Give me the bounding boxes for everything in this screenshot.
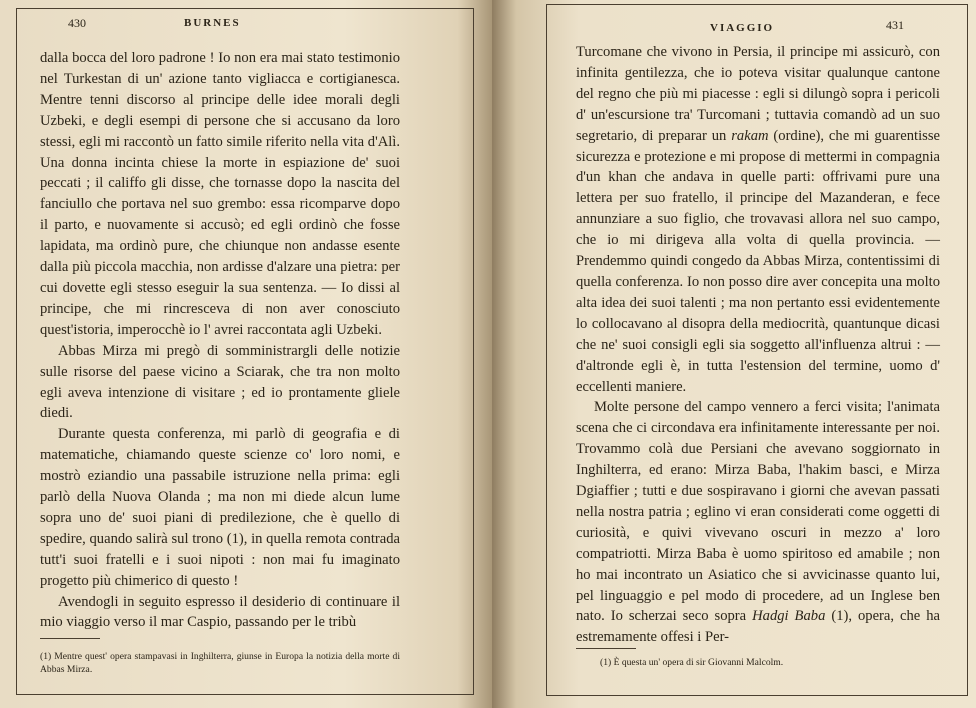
rakam-term: rakam [731,127,769,144]
right-paragraph-1 [576,42,940,397]
left-body-text [40,48,400,633]
left-paragraph-3: Durante questa conferenza, mi parlò di geografia e di matematiche, chiamando queste scienze co' loro nomi, e mostrò eziandio una passabile istruzione nella prima: egli parlò della Nuova Olanda ; ma non mi diede alcun lume sopra uno de' suoi piani di predilezione, che è quello di spedire, quando salirà sul trono (1), in quella remota contrada tutt'i suoi fratelli e i suoi nipoti : non mai fu imaginato progetto più chimerico di questo ! [40,426,400,589]
right-p1-after-rakam: (ordine), che mi guarentisse sicurezza e protezione e mi propose di mettermi in compagnia d'un khan che andava in quelle parti: offrivami pure una lettera per suo fratello, il principe del Mazanderan, e fece annunziare a suo figlio, che trovavasi allora nel suo campo, che io mi dirigeva alla volta di quella provincia. — Prendemmo quindi congedo da Abbas Mirza, contentissimi di quella conferenza. Io non posso dire aver concepita una molto alta idea dei suoi talenti ; ma non pertanto essi evidentemente lo collocavano al disopra della mediocrità, quantunque dicasi che ne' suoi consigli egli sia soggetto all'influenza altrui : — d'altronde egli è, in tutta l'estension del termine, uomo d' eccellenti maniere. [576,127,940,395]
right-footnote-rule [576,648,636,649]
right-footnote: (1) È questa un' opera di sir Giovanni Malcolm. [600,657,784,668]
right-body-text [576,42,940,648]
left-footnote: (1) Mentre quest' opera stampavasi in Inghilterra, giunse in Europa la notizia della morte di Abbas Mirza. [40,651,400,675]
left-paragraph-4: Avendogli in seguito espresso il desiderio di continuare il mio viaggio verso il mar Caspio, passando per le tribù [40,593,400,631]
left-paragraph-1: dalla bocca del loro padrone ! Io non era mai stato testimonio nel Turkestan di un' azione tanto vigliacca e cortigianesca. Mentre tenni discorso al principe delle idee morali degli Uzbeki, e degli esempi di persone che si accusano da loro stessi, egli mi raccontò un fatto simile riferito nella vita d'Alì. Una donna incinta chiese la morte in espiazione de' suoi peccati ; il califfo gli disse, che tornasse dopo la nascita del fanciullo che portava nel suo grembo: essa ricomparve dopo il parto, e nuovamente si accusò; ed egli ordinò che fosse lapidata, ma ordinò pure, che chiunque non andasse esente dalla più piccola macchia, non ardisse d'alzare una pietra: per cui dovette egli stesso eseguir la sua sentenza. — Io dissi al principe, che mi rincresceva di non aver conosciuto quest'istoria, imperocchè io l' avrei raccontata agli Uzbeki. [40,50,400,338]
right-page [492,0,976,708]
right-p2-before-title: Molte persone del campo vennero a ferci visita; l'animata scena che ci circondava era infinitamente interessante per noi. Trovammo colà due Persiani che avevano soggiornato in Inghilterra, ed erano: Mirza Baba, l'hakim basci, e Mirza Dgiaffier ; tutti e due sospiravano i giorni che avevan passati nella nostra patria ; eglino vi eran considerati come oggetti di curiosità, e quivi vivevano oscuri in mezzo a' loro compatriotti. Mirza Baba è uomo spiritoso ed amabile ; non ho mai incontrato un Asiatico che si avvicinasse quanto lui, pel linguaggio e pel modo di procedere, ad un Inglese ben nato. Io scherzai seco sopra [576,399,940,625]
right-p2-after-title: (1), opera, che ha estremamente offesi i Per- [576,608,940,646]
left-paragraph-2: Abbas Mirza mi pregò di somministrargli delle notizie sulle risorse del paese vicino a Sciarak, che tra non molto egli aveva intenzione di visitare ; ed io prontamente gliele diedi. [40,342,400,422]
hadgi-baba-title: Hadgi Baba [752,608,826,625]
left-footnote-rule [40,638,100,639]
right-paragraph-2 [576,397,940,648]
right-running-head: VIAGGIO [710,22,775,34]
left-page-number: 430 [68,16,86,30]
right-page-number: 431 [886,18,904,32]
left-running-head: BURNES [184,17,241,29]
right-p1-before-rakam: Turcomane che vivono in Persia, il principe mi assicurò, con infinita gentilezza, che io poteva visitar qualunque cantone del regno che più mi piacesse : egli si dilungò sopra i pericoli d' un'escursione tra' Turcomani ; tuttavia comandò ad un suo segretario, di preparar un [576,44,940,144]
